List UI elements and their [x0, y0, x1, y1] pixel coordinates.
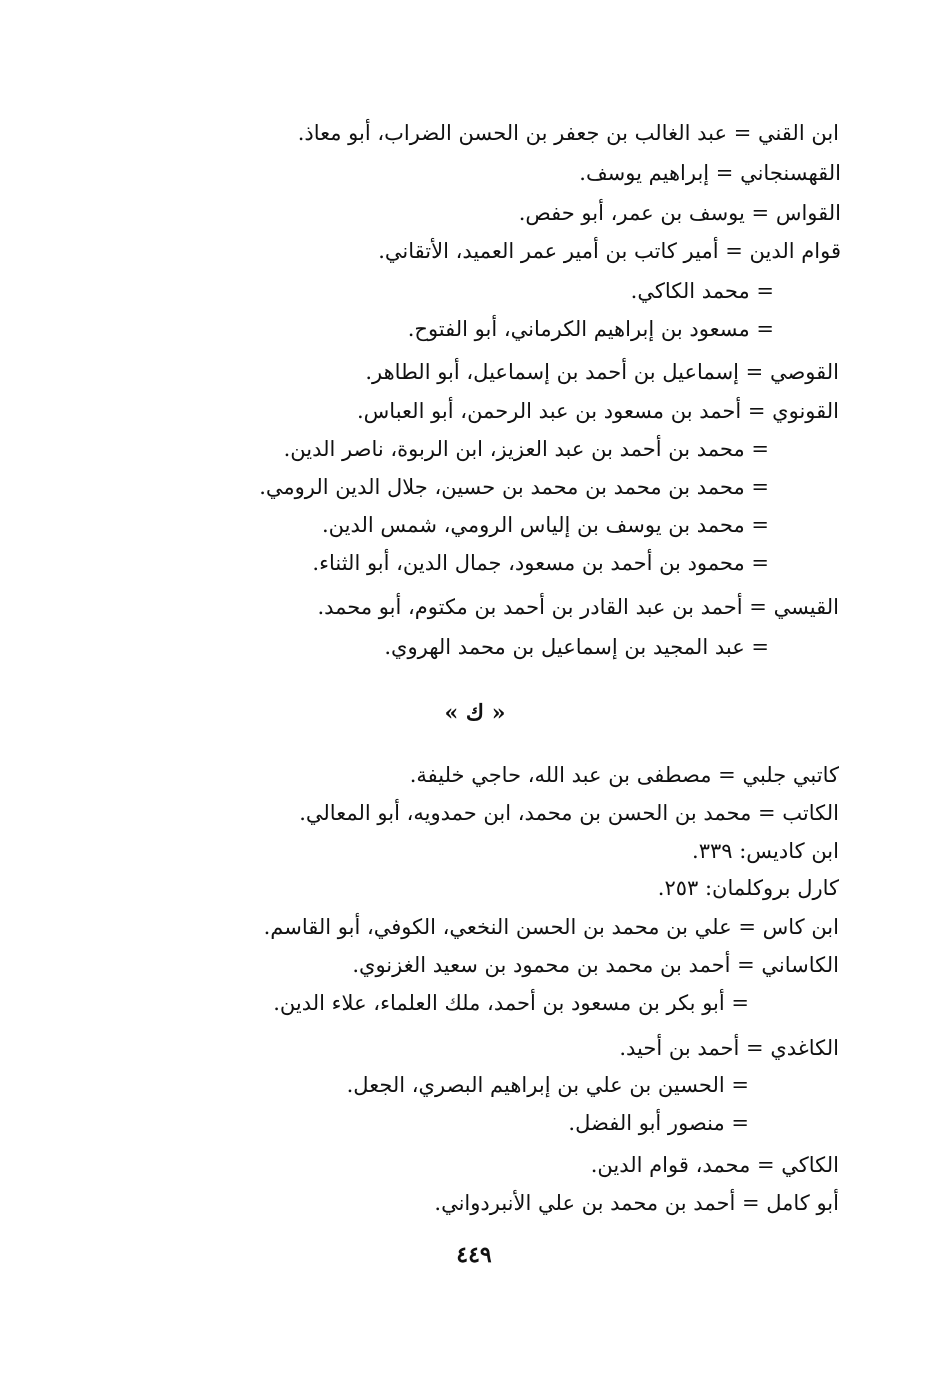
index-entry-continuation: = أبو بكر بن مسعود بن أحمد، ملك العلماء، علاء الدين. — [273, 991, 749, 1015]
index-entry: الكاكي = محمد، قوام الدين. — [590, 1153, 839, 1177]
index-entry: ابن القني = عبد الغالب بن جعفر بن الحسن الضراب، أبو معاذ. — [297, 121, 839, 145]
index-entry-continuation: = محمد الكاكي. — [630, 279, 774, 303]
index-entry: القونوي = أحمد بن مسعود بن عبد الرحمن، أبو العباس. — [357, 399, 839, 423]
index-entry: أبو كامل = أحمد بن محمد بن علي الأنبردواني. — [434, 1191, 839, 1215]
index-entry: كارل بروكلمان: ٢٥٣. — [657, 876, 839, 900]
index-entry: الكاتب = محمد بن الحسن بن محمد، ابن حمدويه، أبو المعالي. — [299, 801, 839, 825]
index-entry: ابن كاس = علي بن محمد بن الحسن النخعي، الكوفي، أبو القاسم. — [263, 915, 839, 939]
section-heading-kaf: « ك » — [444, 700, 506, 726]
index-entry-continuation: = محمد بن أحمد بن عبد العزيز، ابن الربوة، ناصر الدين. — [283, 437, 769, 461]
index-entry: القيسي = أحمد بن عبد القادر بن أحمد بن مكتوم، أبو محمد. — [317, 595, 839, 619]
index-entry-continuation: = محمد بن محمد بن محمد بن حسين، جلال الدين الرومي. — [259, 475, 769, 499]
index-entry-continuation: = منصور أبو الفضل. — [568, 1111, 749, 1135]
index-entry-continuation: = الحسين بن علي بن إبراهيم البصري، الجعل. — [346, 1073, 749, 1097]
index-entry: قوام الدين = أمير كاتب بن أمير عمر العميد، الأتقاني. — [378, 239, 841, 263]
index-entry-continuation: = مسعود بن إبراهيم الكرماني، أبو الفتوح. — [407, 317, 774, 341]
index-entry: القواس = يوسف بن عمر، أبو حفص. — [518, 201, 841, 225]
index-entry-continuation: = محمود بن أحمد بن مسعود، جمال الدين، أبو الثناء. — [312, 551, 769, 575]
page-number: ٤٤٩ — [456, 1242, 492, 1268]
index-entry: ابن كاديس: ٣٣٩. — [692, 839, 839, 863]
index-entry: القوصي = إسماعيل بن أحمد بن إسماعيل، أبو الطاهر. — [365, 360, 839, 384]
index-entry: القهسنجاني = إبراهيم يوسف. — [579, 161, 841, 185]
index-entry-continuation: = عبد المجيد بن إسماعيل بن محمد الهروي. — [384, 635, 769, 659]
index-entry: الكاساني = أحمد بن محمد بن محمود بن سعيد الغزنوي. — [352, 953, 839, 977]
index-entry: كاتبي جلبي = مصطفى بن عبد الله، حاجي خليفة. — [409, 763, 839, 787]
index-entry: الكاغدي = أحمد بن أحيد. — [619, 1036, 839, 1060]
index-entry-continuation: = محمد بن يوسف بن إلياس الرومي، شمس الدين. — [321, 513, 769, 537]
